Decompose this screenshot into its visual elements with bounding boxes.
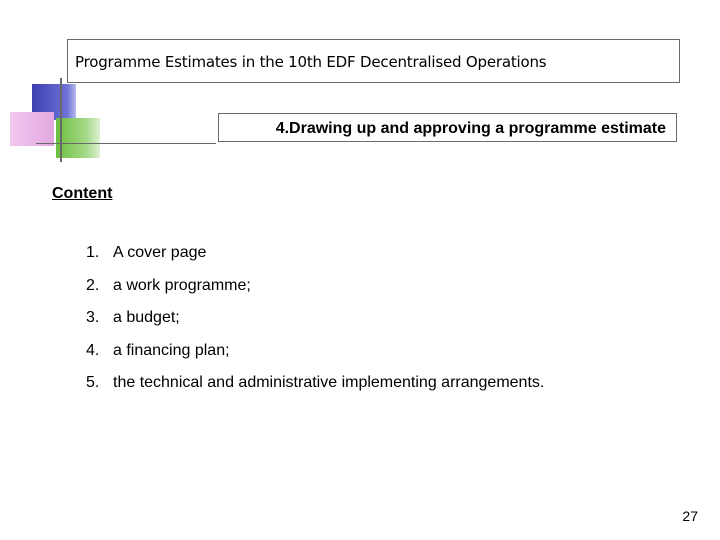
- list-item-text: A cover page: [113, 244, 207, 261]
- list-item: [86, 244, 544, 277]
- content-list: [86, 244, 544, 407]
- list-item-text: a financing plan;: [113, 341, 230, 359]
- decorative-horizontal-line: [36, 143, 216, 144]
- list-item: [86, 309, 544, 342]
- list-item-number: 4.: [86, 341, 100, 359]
- list-item-text: the technical and administrative implementing arrangements.: [113, 374, 545, 391]
- decorative-vertical-line: [60, 78, 62, 162]
- slide-subtitle-box: [218, 113, 677, 142]
- page-number: 27: [682, 508, 698, 524]
- list-item: [86, 342, 544, 375]
- content-heading: Content: [52, 185, 113, 202]
- slide-title: Programme Estimates in the 10th EDF Decentralised Operations: [75, 53, 547, 71]
- slide-title-box: [67, 39, 680, 83]
- list-item-number: 3.: [86, 309, 100, 326]
- list-item: [86, 277, 544, 310]
- list-item-text: a work programme;: [113, 276, 251, 294]
- list-item-number: 5.: [86, 374, 100, 391]
- list-item-text: a budget;: [113, 309, 180, 326]
- list-item: [86, 374, 544, 407]
- decorative-pink-square: [10, 112, 54, 146]
- slide-subtitle: 4.Drawing up and approving a programme estimate: [275, 120, 666, 137]
- list-item-number: 1.: [86, 244, 100, 261]
- decorative-green-square: [56, 118, 100, 158]
- list-item-number: 2.: [86, 276, 100, 294]
